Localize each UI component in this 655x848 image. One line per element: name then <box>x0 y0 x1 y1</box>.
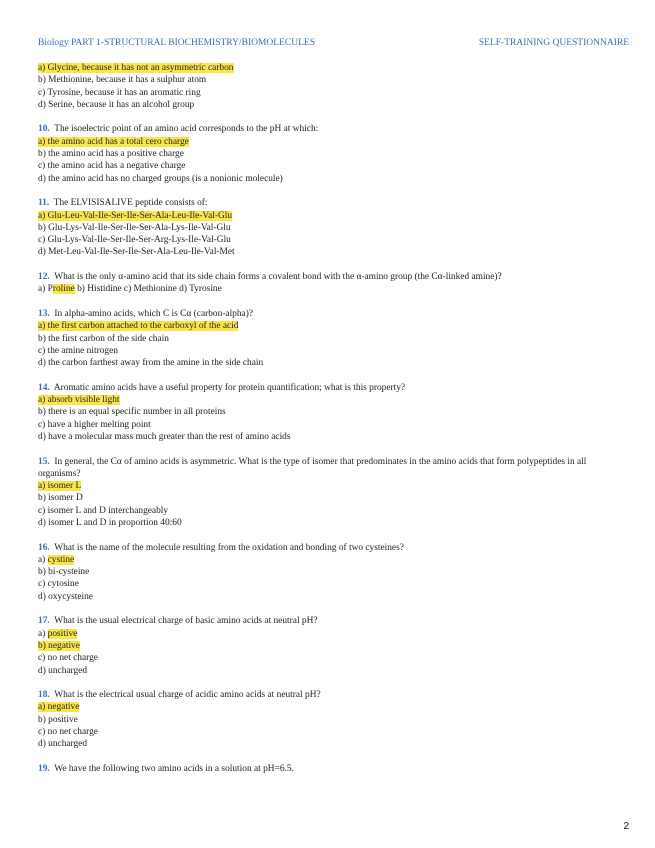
answer-9d: d) Serine, because it has an alcohol group <box>38 99 195 110</box>
question-number: 13. <box>38 308 50 319</box>
answer-16c: c) cytosine <box>38 579 79 590</box>
answer-12a-highlight: roline <box>52 284 75 295</box>
question-13 <box>38 308 628 369</box>
answer-11b: b) Glu-Lys-Val-Ile-Ser-Ile-Ser-Ala-Lys-Ile-Val-Glu <box>38 222 231 233</box>
answer-15c: c) isomer L and D interchangeably <box>38 505 169 516</box>
answer-10a: a) the amino acid has a total cero charge <box>38 136 189 147</box>
question-text: What is the electrical usual charge of acidic amino acids at neutral pH? <box>54 690 321 701</box>
answer-10c: c) the amino acid has a negative charge <box>38 161 186 172</box>
answer-18d: d) uncharged <box>38 739 88 750</box>
question-text: The ELVISISALIVE peptide consists of: <box>53 198 208 209</box>
answer-17b: b) negative <box>38 640 80 651</box>
question-text: What is the name of the molecule resulting from the oxidation and bonding of two cysteines? <box>54 542 404 553</box>
question-text: The isoelectric point of an amino acid corresponds to the pH at which: <box>54 124 319 135</box>
answer-16d: d) oxycysteine <box>38 591 93 602</box>
answer-14b: b) there is an equal specific number in all proteins <box>38 407 226 418</box>
answer-17a-prefix: a) <box>38 628 48 639</box>
answer-16a-highlight: cystine <box>47 554 75 565</box>
answer-13c: c) the amine nitrogen <box>38 345 118 356</box>
question-text: In general, the Cα of amino acids is asymmetric. What is the type of isomer that predominates in the amino acids that form polypeptides in all organisms? <box>38 456 587 479</box>
answer-17c: c) no net charge <box>38 653 98 664</box>
question-11 <box>38 197 628 258</box>
answer-9b: b) Methionine, because it has a sulphur atom <box>38 75 207 86</box>
answer-16b: b) bi-cysteine <box>38 567 90 578</box>
answer-16a-prefix: a) <box>38 554 48 565</box>
question-text: What is the only α-amino acid that its side chain forms a covalent bond with the α-amino group (the Cα-linked amine)? <box>54 272 502 283</box>
question-number: 12. <box>38 272 50 283</box>
question-15 <box>38 456 628 530</box>
answer-14a: a) absorb visible light <box>38 395 120 406</box>
answer-12-rest: b) Histidine c) Methionine d) Tyrosine <box>74 284 222 295</box>
answer-15d: d) isomer L and D in proportion 40:60 <box>38 517 182 528</box>
question-text: What is the usual electrical charge of basic amino acids at neutral pH? <box>54 616 318 627</box>
answer-15a: a) isomer L <box>38 481 82 492</box>
question-text: Aromatic amino acids have a useful property for protein quantification; what is this property? <box>53 382 406 393</box>
answer-13a: a) the first carbon attached to the carboxyl of the acid <box>38 321 239 332</box>
answer-10b: b) the amino acid has a positive charge <box>38 149 184 160</box>
answer-10d: d) the amino acid has no charged groups (is a nonionic molecule) <box>38 173 283 184</box>
header-course-title: Biology PART 1-STRUCTURAL BIOCHEMISTRY/BIOMOLECULES <box>38 38 315 48</box>
question-16 <box>38 542 628 603</box>
question-number: 19. <box>38 763 50 774</box>
answer-11d: d) Met-Leu-Val-Ile-Ser-Ile-Ser-Ala-Leu-Ile-Val-Met <box>38 247 235 258</box>
question-number: 16. <box>38 542 50 553</box>
question-17 <box>38 615 628 676</box>
answer-11a: a) Glu-Leu-Val-Ile-Ser-Ile-Ser-Ala-Leu-Ile-Val-Glu <box>38 210 233 221</box>
question-18 <box>38 689 628 750</box>
answer-9c: c) Tyrosine, because it has an aromatic ring <box>38 87 201 98</box>
question-12 <box>38 271 628 296</box>
answer-11c: c) Glu-Lys-Val-Ile-Ser-Ile-Ser-Arg-Lys-Ile-Val-Glu <box>38 235 231 246</box>
page-number: 2 <box>623 821 629 832</box>
question-9-options <box>38 62 628 111</box>
answer-18a: a) negative <box>38 702 80 713</box>
question-number: 17. <box>38 616 50 627</box>
answer-17d: d) uncharged <box>38 665 88 676</box>
page-header <box>38 38 629 52</box>
answer-13b: b) the first carbon of the side chain <box>38 333 169 344</box>
question-text: We have the following two amino acids in a solution at pH=6.5. <box>54 763 294 774</box>
question-number: 15. <box>38 456 50 467</box>
answer-14d: d) have a molecular mass much greater than the rest of amino acids <box>38 431 291 442</box>
header-questionnaire-title: SELF-TRAINING QUESTIONNAIRE <box>478 38 629 48</box>
answer-14c: c) have a higher melting point <box>38 419 151 430</box>
answer-12a-prefix: a) P <box>38 284 53 295</box>
question-14 <box>38 382 628 443</box>
answer-9a: a) Glycine, because it has not an asymmetric carbon <box>38 63 234 73</box>
question-number: 18. <box>38 690 50 701</box>
answer-15b: b) isomer D <box>38 493 83 504</box>
question-number: 14. <box>38 382 50 393</box>
answer-17a-highlight: positive <box>47 628 78 639</box>
question-number: 11. <box>38 198 50 209</box>
question-number: 10. <box>38 124 50 135</box>
question-10 <box>38 123 628 184</box>
question-text: In alpha-amino acids, which C is Cα (carbon-alpha)? <box>54 308 254 319</box>
answer-18b: b) positive <box>38 714 78 725</box>
question-19 <box>38 763 628 775</box>
document-body <box>38 62 628 788</box>
answer-18c: c) no net charge <box>38 727 98 738</box>
answer-13d: d) the carbon farthest away from the amine in the side chain <box>38 358 264 369</box>
